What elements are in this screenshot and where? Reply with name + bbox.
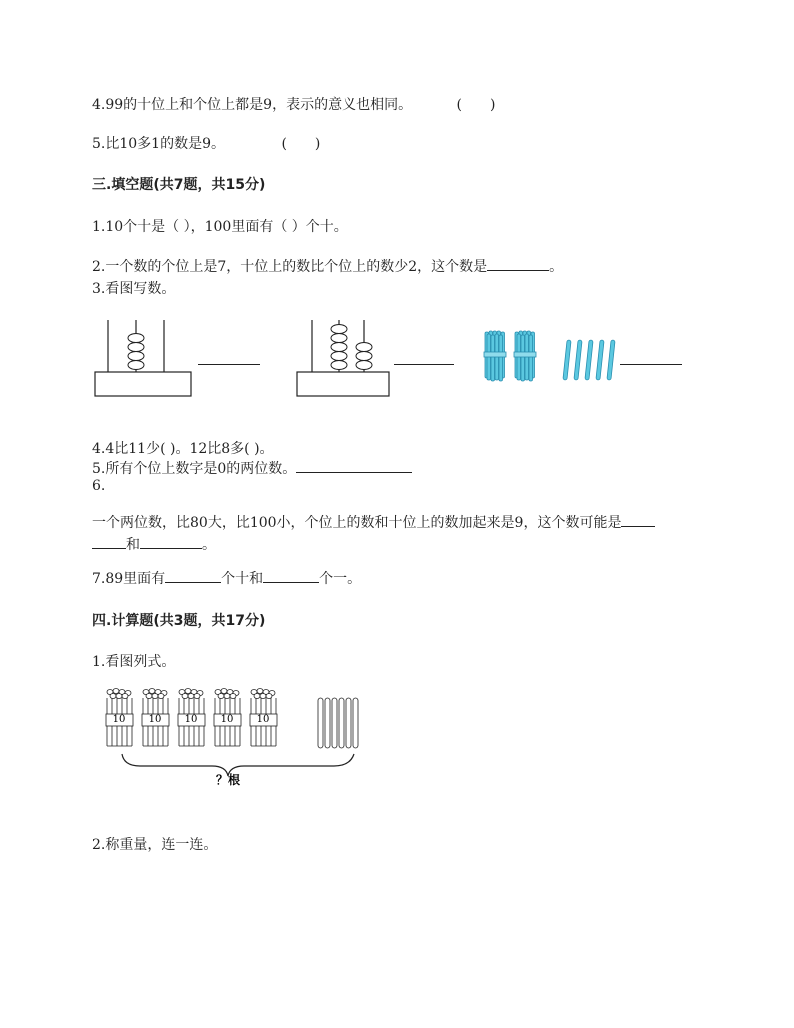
bundle-label: 10: [112, 714, 126, 725]
answer-line[interactable]: [198, 364, 260, 365]
fill-q2-text: 2.一个数的个位上是7，十位上的数比个位上的数少2，这个数是: [92, 259, 488, 275]
answer-blank[interactable]: [487, 256, 549, 271]
fill-q6-stem: 一个两位数，比80大，比100小，个位上的数和十位上的数加起来是9，这个数可能是: [92, 515, 622, 531]
single-stick: [574, 340, 582, 380]
abacus-figure-1: [94, 316, 194, 398]
bundle-label: 10: [256, 714, 270, 725]
single-stick: [325, 698, 330, 748]
ten-bundle: [250, 689, 277, 747]
fill-q7-b: 个十和: [221, 571, 264, 587]
abacus-bead: [331, 334, 347, 343]
fill-q1: 1.10个十是（ ），100里面有（ ）个十。: [92, 219, 348, 235]
abacus-figure-2: [296, 316, 396, 398]
calc-figure: [100, 686, 380, 788]
ten-bundle: [214, 689, 241, 747]
abacus-base: [95, 372, 191, 396]
bundle-label: 10: [220, 714, 234, 725]
answer-paren[interactable]: ( ): [281, 136, 321, 152]
judge-q5-text: 5.比10多1的数是9。: [92, 136, 225, 152]
section-3-title: 三.填空题(共7题，共15分): [92, 177, 266, 193]
abacus-bead: [128, 352, 144, 361]
answer-line[interactable]: [394, 364, 454, 365]
fill-q6-text: [92, 512, 655, 532]
stick-bundle: [514, 331, 536, 381]
fill-q2: [92, 256, 563, 276]
ten-bundle: [178, 689, 205, 747]
abacus-base: [297, 372, 389, 396]
calc-q1: 1.看图列式。: [92, 654, 176, 670]
abacus-bead: [128, 334, 144, 343]
abacus-bead: [356, 361, 372, 370]
fill-q4: 4.4比11少( )。12比8多( )。: [92, 441, 274, 457]
fill-q2-end: 。: [549, 259, 564, 275]
stick-bundle: [484, 331, 506, 381]
answer-blank[interactable]: [140, 534, 202, 549]
abacus-bead: [356, 343, 372, 352]
single-stick: [332, 698, 337, 748]
answer-blank[interactable]: [296, 458, 412, 473]
fill-q6-and: 和: [126, 537, 140, 553]
single-stick: [596, 340, 604, 380]
abacus-bead: [331, 361, 347, 370]
answer-line[interactable]: [620, 364, 682, 365]
single-stick: [353, 698, 358, 748]
bundles-sticks-figure: [482, 330, 622, 384]
single-sticks: [563, 340, 615, 380]
calc-q2: 2.称重量，连一连。: [92, 837, 218, 853]
single-sticks: [318, 698, 358, 748]
single-stick: [346, 698, 351, 748]
brace-label: ？根: [215, 773, 241, 787]
ten-bundle: [142, 689, 169, 747]
answer-blank[interactable]: [165, 568, 221, 583]
bundle-label: 10: [148, 714, 162, 725]
abacus-bead: [356, 352, 372, 361]
bundle-label: 10: [184, 714, 198, 725]
answer-blank[interactable]: [621, 512, 655, 527]
abacus-bead: [128, 343, 144, 352]
fill-q5: [92, 458, 412, 478]
ten-bundle: [106, 689, 133, 747]
single-stick: [563, 340, 571, 380]
abacus-bead: [331, 352, 347, 361]
judge-q4: [92, 94, 495, 114]
fill-q7-a: 7.89里面有: [92, 571, 166, 587]
single-stick: [318, 698, 323, 748]
answer-paren[interactable]: ( ): [456, 97, 496, 113]
abacus-bead: [331, 343, 347, 352]
abacus-bead: [128, 361, 144, 370]
fill-q6-number: 6.: [92, 478, 106, 494]
fill-q7-c: 个一。: [319, 571, 362, 587]
single-stick: [607, 340, 615, 380]
single-stick: [339, 698, 344, 748]
single-stick: [585, 340, 593, 380]
judge-q5: [92, 133, 320, 153]
fill-q6-text-cont: [92, 534, 216, 554]
fill-q5-text: 5.所有个位上数字是0的两位数。: [92, 461, 297, 477]
abacus-bead: [331, 325, 347, 334]
fill-q6-end: 。: [202, 537, 216, 553]
section-4-title: 四.计算题(共3题，共17分): [92, 613, 266, 629]
fill-q7: [92, 568, 361, 588]
fill-q3: 3.看图写数。: [92, 281, 176, 297]
judge-q4-text: 4.99的十位上和个位上都是9，表示的意义也相同。: [92, 97, 413, 113]
answer-blank[interactable]: [92, 534, 126, 549]
answer-blank[interactable]: [263, 568, 319, 583]
